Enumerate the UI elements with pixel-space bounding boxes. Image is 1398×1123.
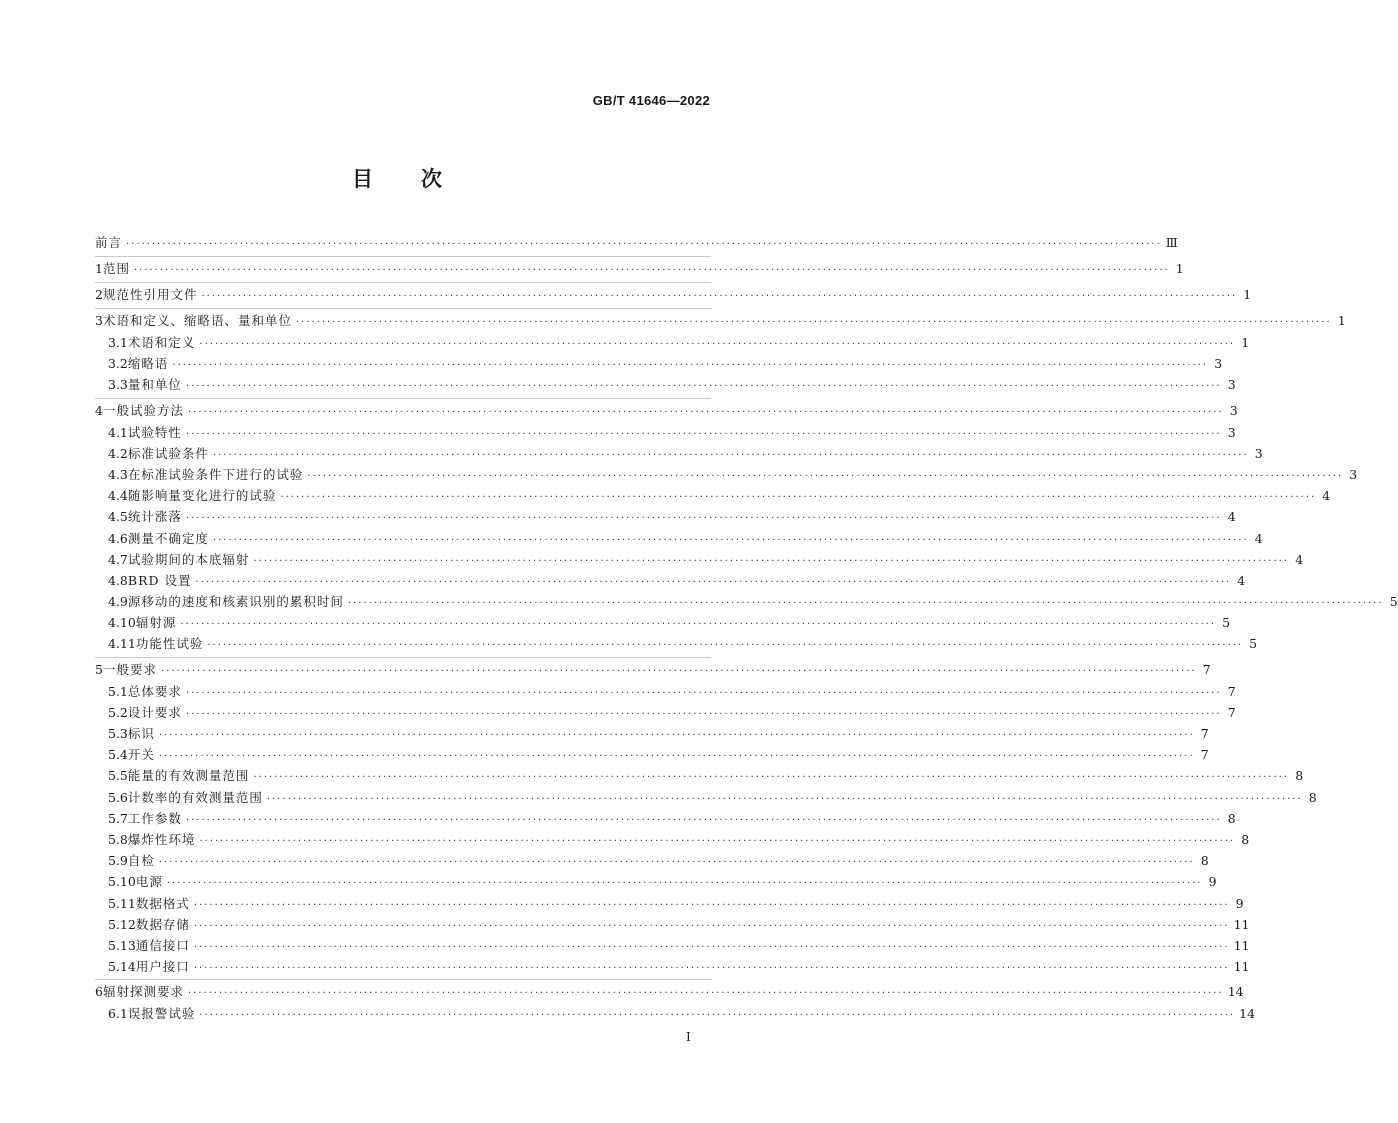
toc-entry-number: 3.1 <box>108 335 128 350</box>
toc-entry-page: 3 <box>1227 424 1236 440</box>
toc-entry-number: 5.13 <box>108 937 136 953</box>
toc-entry-page: 8 <box>1308 789 1317 805</box>
toc-entry-label: 工作参数 <box>127 810 182 826</box>
toc-entry-label: 辐射源 <box>135 615 177 631</box>
toc-dot-leader: ········································································································································································································ <box>158 857 1195 869</box>
toc-entry-label: 功能性试验 <box>135 636 204 652</box>
toc-entry-number: 5 <box>95 661 103 677</box>
toc-entry-page: 14 <box>1239 1006 1256 1022</box>
toc-entry-page: 3 <box>1214 356 1223 372</box>
toc-entry-number: 1 <box>95 261 103 276</box>
toc-dot-leader: ········································································································································································································ <box>126 239 1162 250</box>
toc-entry-page: 14 <box>1227 984 1244 1000</box>
toc-entry[interactable] <box>95 231 1178 254</box>
toc-dot-leader: ········································································································································································································ <box>212 449 1249 461</box>
toc-entry[interactable] <box>95 332 1250 353</box>
toc-title <box>0 163 794 193</box>
toc-dot-leader: ········································································································································································································ <box>133 265 1170 276</box>
toc-entry-label: 用户接口 <box>135 959 190 975</box>
toc-entry-label: 统计涨落 <box>127 509 182 525</box>
toc-entry[interactable] <box>95 633 1258 654</box>
toc-entry-page: 9 <box>1235 895 1244 911</box>
toc-dot-leader: ········································································································································································································ <box>193 899 1230 911</box>
toc-entry[interactable] <box>95 464 1358 485</box>
toc-entry[interactable] <box>95 914 1250 935</box>
toc-entry[interactable] <box>95 850 1209 871</box>
toc-entry-number: 5.1 <box>108 683 128 699</box>
toc-dot-leader: ········································································································································································································ <box>185 513 1222 525</box>
toc-entry[interactable] <box>95 893 1244 914</box>
toc-entry[interactable] <box>95 979 1244 1003</box>
toc-entry-page: Ⅲ <box>1165 235 1178 250</box>
toc-entry-number: 5.9 <box>108 853 128 869</box>
toc-entry[interactable] <box>95 871 1217 892</box>
toc-dot-leader: ········································································································································································································ <box>193 963 1230 975</box>
toc-dot-leader: ········································································································································································································ <box>199 339 1236 350</box>
toc-entry-page: 5 <box>1249 636 1258 652</box>
toc-entry-number: 4.5 <box>108 509 128 525</box>
toc-entry-page: 7 <box>1200 747 1209 763</box>
toc-entry-label: 爆炸性环境 <box>127 831 196 847</box>
table-of-contents <box>95 231 1398 1024</box>
toc-entry-page: 1 <box>1243 287 1252 302</box>
toc-entry-label: 缩略语 <box>127 356 169 372</box>
toc-entry-label: 标识 <box>127 726 155 741</box>
toc-dot-leader: ········································································································································································································ <box>185 814 1222 826</box>
toc-title-part1: 目 <box>352 167 373 191</box>
toc-entry-page: 5 <box>1222 615 1231 631</box>
toc-entry-number: 4.9 <box>108 594 128 610</box>
toc-entry-number: 5.3 <box>108 726 128 741</box>
toc-entry[interactable] <box>95 443 1263 464</box>
toc-dot-leader: ········································································································································································································ <box>195 576 1232 588</box>
toc-entry-number: 3 <box>95 313 103 328</box>
toc-entry-label: 前言 <box>95 235 123 250</box>
toc-entry-page: 3 <box>1227 377 1236 393</box>
toc-dot-leader: ········································································································································································································ <box>347 598 1384 610</box>
toc-entry-label: 源移动的速度和核素识别的累积时间 <box>127 594 344 610</box>
toc-entry-page: 1 <box>1241 335 1250 350</box>
toc-dot-leader: ········································································································································································································ <box>172 360 1209 372</box>
toc-entry-label: 数据格式 <box>135 895 190 911</box>
toc-entry-label: 误报警试验 <box>127 1006 196 1022</box>
toc-entry[interactable] <box>95 528 1263 549</box>
toc-entry-page: 7 <box>1202 661 1211 677</box>
toc-entry-page: 11 <box>1233 937 1250 953</box>
toc-entry-page: 3 <box>1254 445 1263 461</box>
toc-entry[interactable] <box>95 829 1250 850</box>
toc-dot-leader: ········································································································································································································ <box>307 470 1344 482</box>
toc-entry[interactable] <box>95 765 1304 786</box>
toc-dot-leader: ········································································································································································································ <box>185 381 1222 393</box>
toc-dot-leader: ········································································································································································································ <box>266 793 1303 805</box>
toc-entry[interactable] <box>95 485 1331 506</box>
toc-entry-number: 4.6 <box>108 530 128 546</box>
toc-entry-number: 3.3 <box>108 377 128 393</box>
toc-dot-leader: ········································································································································································································ <box>185 428 1222 440</box>
toc-entry-number: 5.4 <box>108 747 128 763</box>
toc-entry[interactable] <box>95 744 1209 765</box>
toc-entry-number: 4.11 <box>108 636 136 652</box>
toc-entry[interactable] <box>95 612 1231 633</box>
toc-dot-leader: ········································································································································································································ <box>185 708 1222 720</box>
toc-entry-page: 5 <box>1389 594 1398 610</box>
toc-entry-label: 设计要求 <box>127 704 182 720</box>
toc-entry-number: 5.10 <box>108 874 136 890</box>
toc-dot-leader: ········································································································································································································ <box>280 492 1317 504</box>
toc-dot-leader: ········································································································································································································ <box>253 772 1290 784</box>
toc-entry[interactable] <box>95 374 1236 395</box>
toc-entry-number: 5.14 <box>108 959 136 975</box>
toc-entry-label: BRD 设置 <box>127 572 192 588</box>
toc-dot-leader: ········································································································································································································ <box>180 619 1217 631</box>
toc-entry-number: 6.1 <box>108 1006 128 1022</box>
toc-dot-leader: ········································································································································································································ <box>166 878 1203 890</box>
toc-dot-leader: ········································································································································································································ <box>193 941 1230 953</box>
toc-entry-page: 3 <box>1229 402 1238 418</box>
toc-entry[interactable] <box>95 570 1246 591</box>
toc-dot-leader: ········································································································································································································ <box>187 406 1224 418</box>
toc-entry[interactable] <box>95 1003 1256 1024</box>
toc-entry[interactable] <box>95 353 1223 374</box>
toc-entry-label: 开关 <box>127 747 155 763</box>
toc-entry-number: 5.7 <box>108 810 128 826</box>
toc-entry[interactable] <box>95 723 1209 744</box>
toc-entry-number: 5.11 <box>108 895 136 911</box>
toc-entry-number: 2 <box>95 287 103 302</box>
toc-entry-number: 5.6 <box>108 789 128 805</box>
toc-entry-number: 4.4 <box>108 488 128 504</box>
toc-entry-label: 规范性引用文件 <box>102 287 198 302</box>
toc-entry-label: 范围 <box>102 261 130 276</box>
toc-entry-label: 随影响量变化进行的试验 <box>127 488 277 504</box>
toc-entry-page: 11 <box>1233 916 1250 932</box>
toc-entry-label: 辐射探测要求 <box>102 984 184 1000</box>
toc-entry-label: 量和单位 <box>127 377 182 393</box>
toc-dot-leader: ········································································································································································································ <box>199 835 1236 847</box>
toc-entry[interactable] <box>95 591 1398 612</box>
toc-entry-page: 3 <box>1349 466 1358 482</box>
toc-dot-leader: ········································································································································································································ <box>187 988 1224 1000</box>
toc-entry-page: 7 <box>1227 704 1236 720</box>
toc-entry[interactable] <box>95 808 1236 829</box>
toc-entry[interactable] <box>95 702 1236 723</box>
toc-entry[interactable] <box>95 282 1252 306</box>
toc-entry-page: 4 <box>1254 530 1263 546</box>
toc-entry-number: 4.2 <box>108 445 128 461</box>
toc-entry[interactable] <box>95 935 1250 956</box>
toc-entry-label: 自检 <box>127 853 155 869</box>
toc-entry-page: 4 <box>1295 551 1304 567</box>
toc-entry-label: 测量不确定度 <box>127 530 209 546</box>
toc-entry-page: 8 <box>1200 853 1209 869</box>
toc-entry-number: 6 <box>95 984 103 1000</box>
toc-entry-page: 7 <box>1200 726 1209 741</box>
toc-entry[interactable] <box>95 308 1346 332</box>
toc-dot-leader: ········································································································································································································ <box>253 555 1290 567</box>
toc-entry-page: 8 <box>1227 810 1236 826</box>
toc-entry-label: 试验特性 <box>127 424 182 440</box>
toc-dot-leader: ········································································································································································································ <box>185 687 1222 699</box>
toc-dot-leader: ········································································································································································································ <box>158 751 1195 763</box>
toc-entry-label: 在标准试验条件下进行的试验 <box>127 466 304 482</box>
toc-entry-label: 数据存储 <box>135 916 190 932</box>
toc-entry[interactable] <box>95 506 1236 527</box>
toc-entry-label: 标准试验条件 <box>127 445 209 461</box>
toc-entry-number: 4.1 <box>108 424 128 440</box>
toc-entry-label: 能量的有效测量范围 <box>127 768 250 784</box>
toc-dot-leader: ········································································································································································································ <box>212 534 1249 546</box>
toc-entry-label: 总体要求 <box>127 683 182 699</box>
toc-dot-leader: ········································································································································································································ <box>295 317 1332 328</box>
toc-entry-number: 5.8 <box>108 831 128 847</box>
toc-entry-page: 9 <box>1208 874 1217 890</box>
toc-dot-leader: ········································································································································································································ <box>201 291 1238 302</box>
toc-entry-page: 1 <box>1175 261 1184 276</box>
toc-entry-page: 4 <box>1227 509 1236 525</box>
toc-entry-number: 4.10 <box>108 615 136 631</box>
toc-entry-page: 4 <box>1322 488 1331 504</box>
toc-entry-page: 1 <box>1337 313 1346 328</box>
toc-entry-number: 4 <box>95 402 103 418</box>
toc-entry-number: 3.2 <box>108 356 128 372</box>
toc-entry-number: 4.3 <box>108 466 128 482</box>
toc-entry[interactable] <box>95 549 1304 570</box>
toc-entry[interactable] <box>95 256 1184 280</box>
toc-entry-label: 一般要求 <box>102 661 157 677</box>
toc-entry-number: 5.2 <box>108 704 128 720</box>
page-number: I <box>686 1030 691 1044</box>
toc-entry-label: 通信接口 <box>135 937 190 953</box>
toc-entry-label: 术语和定义、缩略语、量和单位 <box>102 313 292 328</box>
toc-entry[interactable] <box>95 398 1238 422</box>
toc-dot-leader: ········································································································································································································ <box>160 665 1197 677</box>
toc-entry-number: 5.12 <box>108 916 136 932</box>
standard-number: GB/T 41646—2022 <box>592 93 710 108</box>
toc-entry-number: 4.7 <box>108 551 128 567</box>
toc-entry-number: 5.5 <box>108 768 128 784</box>
toc-entry-label: 术语和定义 <box>127 335 196 350</box>
toc-entry[interactable] <box>95 657 1211 681</box>
toc-entry-page: 11 <box>1233 959 1250 975</box>
toc-dot-leader: ········································································································································································································ <box>199 1010 1236 1022</box>
toc-entry-label: 电源 <box>135 874 163 890</box>
toc-title-part2: 次 <box>421 167 442 191</box>
toc-entry-label: 计数率的有效测量范围 <box>127 789 263 805</box>
toc-entry-label: 一般试验方法 <box>102 402 184 418</box>
toc-dot-leader: ········································································································································································································ <box>207 640 1244 652</box>
toc-entry[interactable] <box>95 956 1250 977</box>
toc-entry-page: 7 <box>1227 683 1236 699</box>
toc-entry-number: 4.8 <box>108 572 128 588</box>
toc-entry-page: 8 <box>1241 831 1250 847</box>
toc-entry-label: 试验期间的本底辐射 <box>127 551 250 567</box>
toc-entry[interactable] <box>95 787 1317 808</box>
toc-entry[interactable] <box>95 422 1236 443</box>
toc-entry[interactable] <box>95 681 1236 702</box>
toc-entry-page: 4 <box>1237 572 1246 588</box>
toc-entry-page: 8 <box>1295 768 1304 784</box>
toc-dot-leader: ········································································································································································································ <box>193 920 1230 932</box>
toc-dot-leader: ········································································································································································································ <box>158 730 1195 741</box>
